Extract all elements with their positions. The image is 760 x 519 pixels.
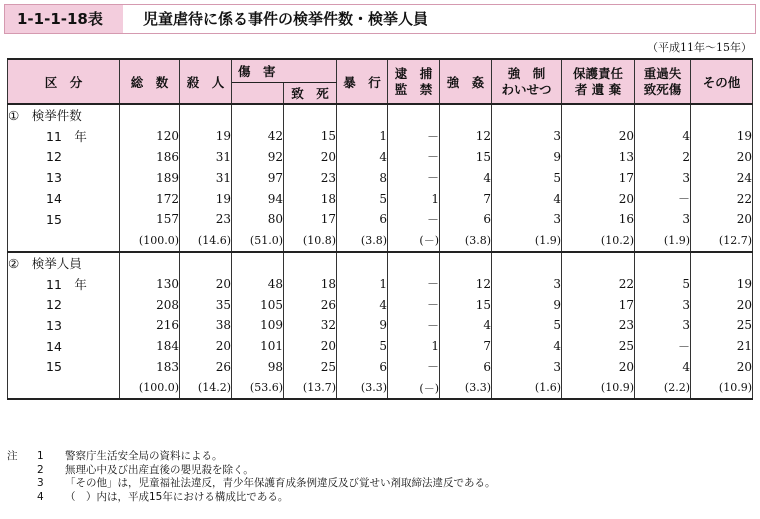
table-body (8, 104, 753, 399)
value-cell: 109 (232, 315, 284, 336)
empty-cell (562, 252, 635, 274)
value-cell: 20 (562, 188, 635, 209)
value-cell: (1.9) (492, 230, 562, 252)
value-cell: 16 (562, 209, 635, 230)
value-cell: (1.6) (492, 377, 562, 399)
value-cell: (100.0) (120, 377, 180, 399)
header-injury-sub-blank (232, 83, 284, 105)
value-cell: (12.7) (691, 230, 753, 252)
value-cell: 19 (691, 273, 753, 294)
statistics-table (7, 58, 753, 400)
year-label (8, 377, 120, 399)
value-cell: 5 (337, 188, 388, 209)
table-number-badge: 1-1-1-18表 (5, 5, 123, 33)
empty-cell (492, 104, 562, 126)
section-header-row (8, 252, 753, 274)
value-cell: (100.0) (120, 230, 180, 252)
note-item (7, 464, 496, 478)
header-neglect: 保護責任 者 遺 棄 (562, 59, 635, 104)
note-prefix: 注 (7, 450, 18, 462)
value-cell: 9 (337, 315, 388, 336)
year-row (8, 209, 753, 230)
header-assault: 暴 行 (337, 59, 388, 104)
year-label: 14 (8, 336, 120, 357)
empty-cell (388, 104, 440, 126)
note-item (7, 491, 496, 505)
year-row (8, 357, 753, 378)
value-cell: 6 (440, 357, 492, 378)
year-row (8, 126, 753, 147)
section-label: ② 検挙人員 (8, 252, 120, 274)
year-label: 11 年 (8, 273, 120, 294)
empty-cell (635, 252, 691, 274)
value-cell: 216 (120, 315, 180, 336)
note-text: 警察庁生活安全局の資料による。 (65, 450, 223, 462)
header-indecency: 強 制 わいせつ (492, 59, 562, 104)
value-cell: 23 (284, 167, 337, 188)
ratio-row (8, 377, 753, 399)
value-cell: 32 (284, 315, 337, 336)
empty-cell (635, 104, 691, 126)
value-cell: 48 (232, 273, 284, 294)
year-label (8, 230, 120, 252)
value-cell: 21 (691, 336, 753, 357)
value-cell: 9 (492, 294, 562, 315)
value-cell: 6 (440, 209, 492, 230)
value-cell: 20 (180, 336, 232, 357)
value-cell: (3.3) (440, 377, 492, 399)
value-cell: 31 (180, 147, 232, 168)
value-cell: － (635, 188, 691, 209)
value-cell: 20 (691, 357, 753, 378)
value-cell: (13.7) (284, 377, 337, 399)
empty-cell (120, 104, 180, 126)
value-cell: 3 (635, 294, 691, 315)
value-cell: 17 (562, 294, 635, 315)
value-cell: 4 (492, 188, 562, 209)
header-injury-spacer (284, 59, 337, 83)
value-cell: 4 (440, 315, 492, 336)
value-cell: (3.8) (440, 230, 492, 252)
value-cell: － (388, 167, 440, 188)
empty-cell (232, 104, 284, 126)
title-bar (4, 4, 756, 34)
empty-cell (120, 252, 180, 274)
value-cell: 20 (180, 273, 232, 294)
value-cell: 172 (120, 188, 180, 209)
value-cell: － (388, 357, 440, 378)
value-cell: 4 (337, 294, 388, 315)
value-cell: 31 (180, 167, 232, 188)
value-cell: 20 (284, 147, 337, 168)
value-cell: 42 (232, 126, 284, 147)
value-cell: 3 (492, 209, 562, 230)
value-cell: － (388, 294, 440, 315)
value-cell: 26 (284, 294, 337, 315)
note-number: 4 (37, 490, 44, 503)
year-label: 11 年 (8, 126, 120, 147)
value-cell: 25 (691, 315, 753, 336)
note-text: （ ）内は，平成15年における構成比である。 (65, 490, 289, 503)
value-cell: 5 (635, 273, 691, 294)
year-label: 15 (8, 357, 120, 378)
header-other: その他 (691, 59, 753, 104)
empty-cell (180, 252, 232, 274)
year-label: 14 (8, 188, 120, 209)
year-label: 15 (8, 209, 120, 230)
value-cell: 20 (562, 357, 635, 378)
header-total: 総 数 (120, 59, 180, 104)
value-cell: 3 (492, 126, 562, 147)
year-label: 13 (8, 167, 120, 188)
empty-cell (337, 252, 388, 274)
value-cell: 15 (284, 126, 337, 147)
value-cell: (－) (388, 377, 440, 399)
value-cell: 9 (492, 147, 562, 168)
value-cell: 19 (180, 126, 232, 147)
note-prefix (7, 464, 37, 478)
value-cell: (51.0) (232, 230, 284, 252)
value-cell: 38 (180, 315, 232, 336)
value-cell: 13 (562, 147, 635, 168)
value-cell: 22 (691, 188, 753, 209)
value-cell: 184 (120, 336, 180, 357)
value-cell: 20 (562, 126, 635, 147)
value-cell: 4 (337, 147, 388, 168)
empty-cell (284, 252, 337, 274)
year-row (8, 336, 753, 357)
header-rape: 強 姦 (440, 59, 492, 104)
empty-cell (691, 104, 753, 126)
value-cell: 20 (691, 209, 753, 230)
value-cell: (－) (388, 230, 440, 252)
value-cell: (10.9) (562, 377, 635, 399)
note-text: 「その他」は，児童福祉法違反，青少年保護育成条例違反及び覚せい剤取締法違反である。 (65, 477, 496, 490)
value-cell: 7 (440, 188, 492, 209)
value-cell: 97 (232, 167, 284, 188)
value-cell: 23 (180, 209, 232, 230)
header-arrest-confinement: 逮 捕 監 禁 (388, 59, 440, 104)
value-cell: 80 (232, 209, 284, 230)
note-prefix (7, 477, 37, 491)
value-cell: 1 (337, 273, 388, 294)
value-cell: 105 (232, 294, 284, 315)
header-murder: 殺 人 (180, 59, 232, 104)
value-cell: 186 (120, 147, 180, 168)
year-row (8, 294, 753, 315)
year-label: 12 (8, 147, 120, 168)
value-cell: 120 (120, 126, 180, 147)
value-cell: (3.3) (337, 377, 388, 399)
table-title: 児童虐待に係る事件の検挙件数・検挙人員 (143, 10, 429, 28)
empty-cell (232, 252, 284, 274)
value-cell: 17 (562, 167, 635, 188)
year-label: 12 (8, 294, 120, 315)
value-cell: 208 (120, 294, 180, 315)
note-number: 1 (37, 450, 44, 462)
value-cell: 157 (120, 209, 180, 230)
value-cell: 19 (180, 188, 232, 209)
value-cell: 4 (440, 167, 492, 188)
value-cell: － (388, 147, 440, 168)
value-cell: 5 (337, 336, 388, 357)
empty-cell (180, 104, 232, 126)
value-cell: 24 (691, 167, 753, 188)
value-cell: 23 (562, 315, 635, 336)
value-cell: 189 (120, 167, 180, 188)
value-cell: 92 (232, 147, 284, 168)
value-cell: 19 (691, 126, 753, 147)
empty-cell (562, 104, 635, 126)
value-cell: 12 (440, 126, 492, 147)
value-cell: 5 (492, 315, 562, 336)
value-cell: 94 (232, 188, 284, 209)
value-cell: 8 (337, 167, 388, 188)
empty-cell (492, 252, 562, 274)
header-negligent: 重過失 致死傷 (635, 59, 691, 104)
value-cell: 17 (284, 209, 337, 230)
value-cell: 26 (180, 357, 232, 378)
note-text: 無理心中及び出産直後の嬰児殺を除く。 (65, 463, 254, 476)
year-row (8, 188, 753, 209)
note-item (7, 477, 496, 491)
value-cell: 25 (284, 357, 337, 378)
value-cell: (14.6) (180, 230, 232, 252)
value-cell: 1 (337, 126, 388, 147)
empty-cell (284, 104, 337, 126)
value-cell: 4 (635, 357, 691, 378)
value-cell: 3 (492, 357, 562, 378)
value-cell: 2 (635, 147, 691, 168)
year-row (8, 167, 753, 188)
year-row (8, 147, 753, 168)
value-cell: 18 (284, 273, 337, 294)
year-label: 13 (8, 315, 120, 336)
value-cell: (3.8) (337, 230, 388, 252)
empty-cell (388, 252, 440, 274)
value-cell: 20 (691, 147, 753, 168)
value-cell: － (388, 273, 440, 294)
value-cell: 15 (440, 294, 492, 315)
value-cell: 15 (440, 147, 492, 168)
value-cell: 3 (635, 315, 691, 336)
note-number: 2 (37, 463, 44, 476)
value-cell: (14.2) (180, 377, 232, 399)
header-category: 区 分 (8, 59, 120, 104)
value-cell: 183 (120, 357, 180, 378)
value-cell: 1 (388, 336, 440, 357)
value-cell: 7 (440, 336, 492, 357)
note-item (7, 450, 496, 464)
value-cell: (2.2) (635, 377, 691, 399)
year-row (8, 273, 753, 294)
section-label: ① 検挙件数 (8, 104, 120, 126)
value-cell: 1 (388, 188, 440, 209)
value-cell: (10.2) (562, 230, 635, 252)
empty-cell (691, 252, 753, 274)
value-cell: － (388, 126, 440, 147)
value-cell: 22 (562, 273, 635, 294)
section-header-row (8, 104, 753, 126)
note-prefix (7, 491, 37, 505)
notes (7, 450, 496, 504)
empty-cell (440, 104, 492, 126)
value-cell: 12 (440, 273, 492, 294)
value-cell: 6 (337, 209, 388, 230)
value-cell: 20 (691, 294, 753, 315)
value-cell: 6 (337, 357, 388, 378)
value-cell: 25 (562, 336, 635, 357)
period-range: （平成11年～15年） (647, 41, 752, 54)
value-cell: 18 (284, 188, 337, 209)
value-cell: － (635, 336, 691, 357)
note-number: 3 (37, 477, 44, 490)
ratio-row (8, 230, 753, 252)
value-cell: 4 (635, 126, 691, 147)
value-cell: (10.9) (691, 377, 753, 399)
value-cell: 20 (284, 336, 337, 357)
value-cell: － (388, 315, 440, 336)
value-cell: 101 (232, 336, 284, 357)
value-cell: 130 (120, 273, 180, 294)
value-cell: (10.8) (284, 230, 337, 252)
value-cell: 35 (180, 294, 232, 315)
value-cell: 3 (635, 209, 691, 230)
value-cell: 4 (492, 336, 562, 357)
value-cell: 3 (635, 167, 691, 188)
value-cell: － (388, 209, 440, 230)
year-row (8, 315, 753, 336)
value-cell: 98 (232, 357, 284, 378)
empty-cell (440, 252, 492, 274)
value-cell: (1.9) (635, 230, 691, 252)
header-injury-death: 致 死 (284, 83, 337, 105)
value-cell: (53.6) (232, 377, 284, 399)
empty-cell (337, 104, 388, 126)
header-injury: 傷 害 (232, 59, 284, 83)
value-cell: 5 (492, 167, 562, 188)
value-cell: 3 (492, 273, 562, 294)
